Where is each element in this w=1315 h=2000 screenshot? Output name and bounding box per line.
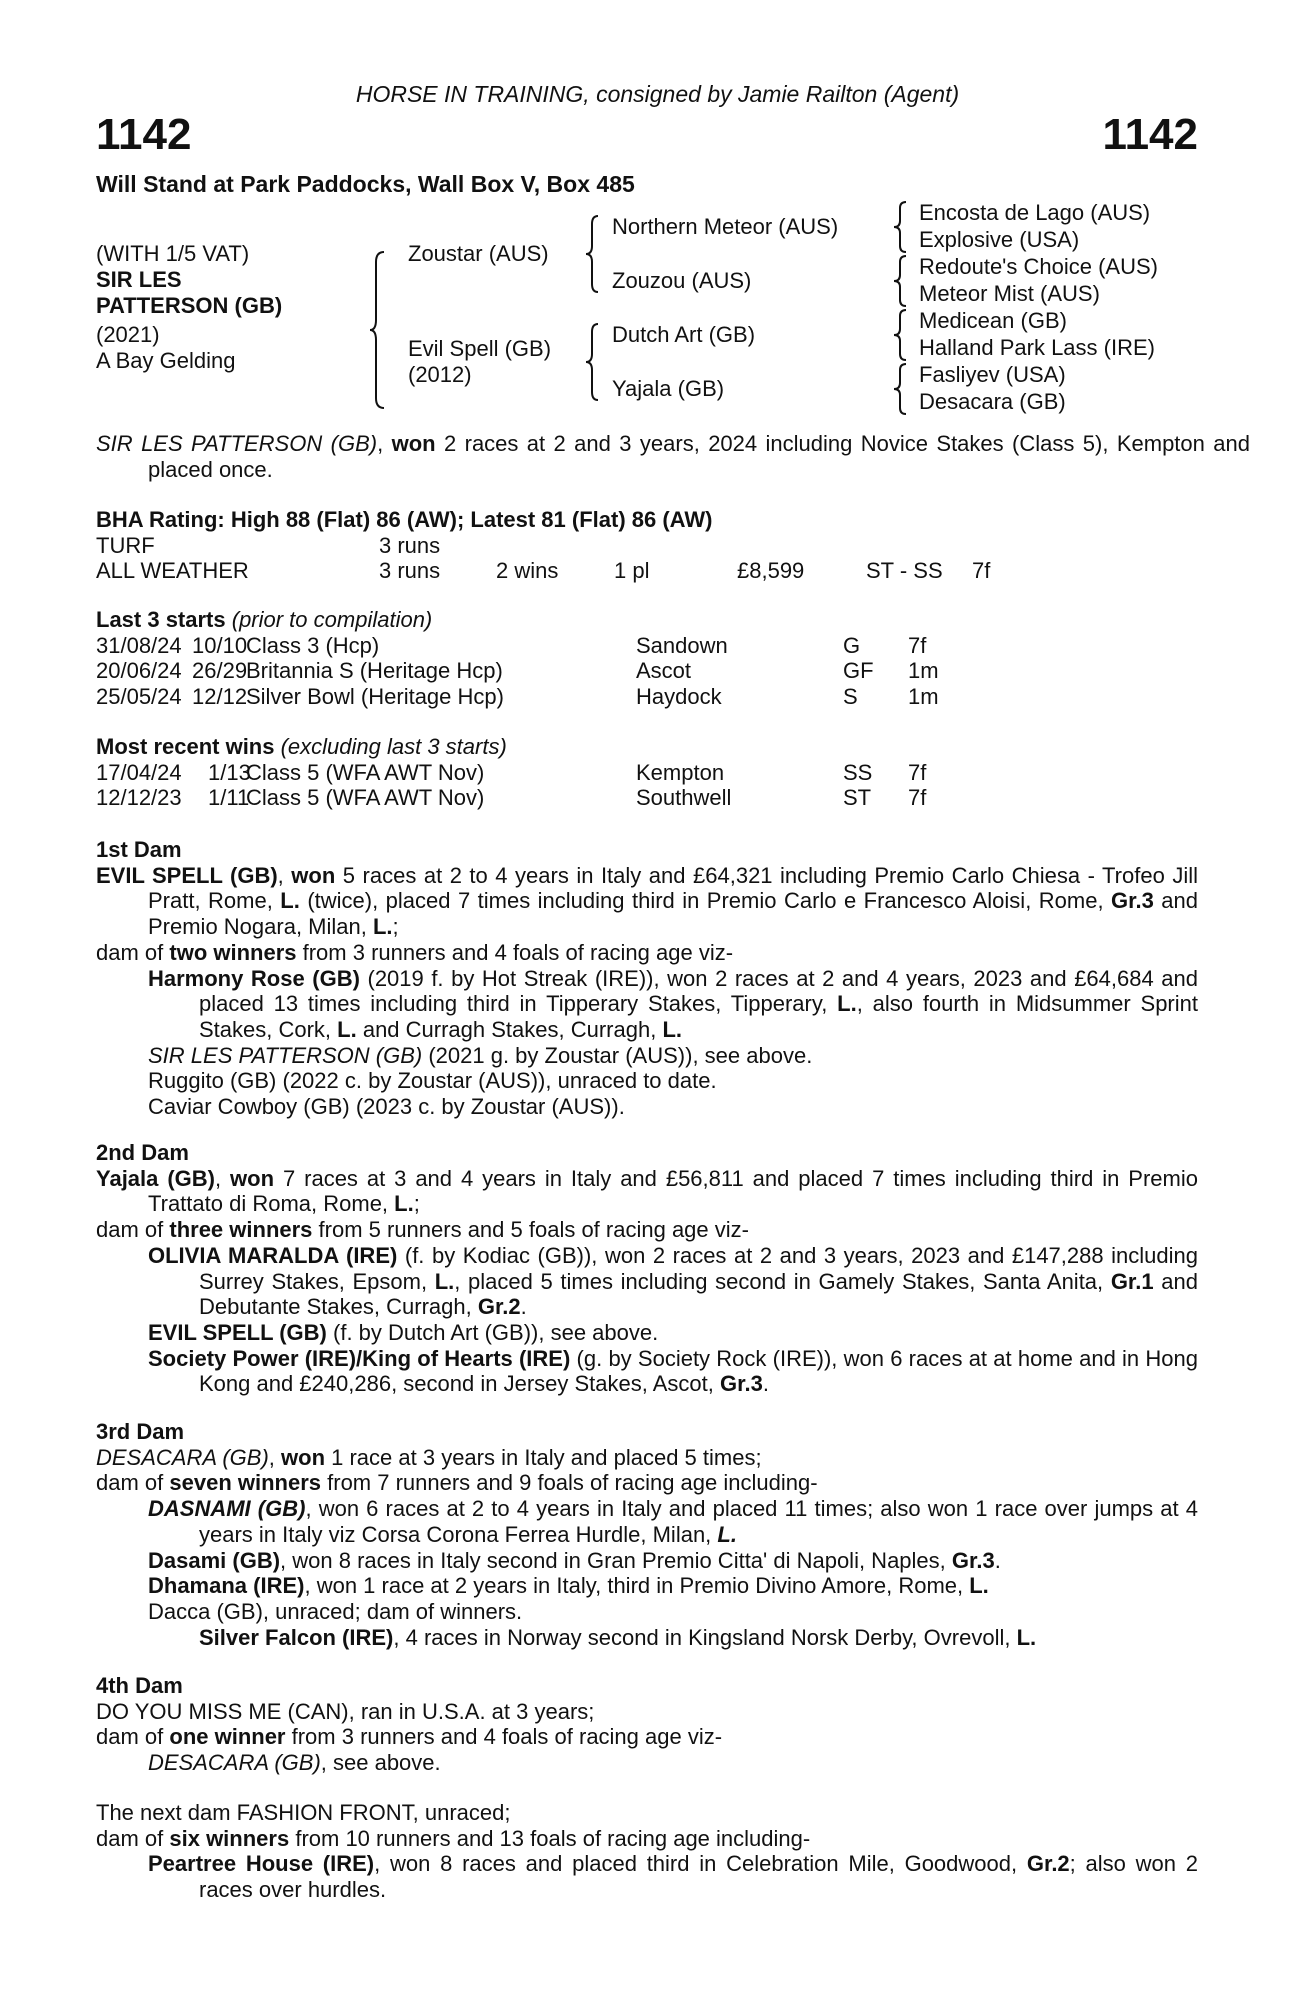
pedigree-paragraph: [96, 1750, 1198, 1776]
text-run: .: [520, 1294, 527, 1320]
text-run: , 4 races in Norway second in Kingsland Norsk Derby, Ovrevoll,: [393, 1624, 1017, 1650]
text-run: L.: [280, 888, 300, 914]
brace-icon: [584, 322, 604, 402]
text-run: ;: [413, 1191, 420, 1217]
start-row: [96, 633, 1198, 659]
foaling-year: (2021): [96, 322, 160, 347]
start-cell: 1m: [908, 658, 939, 684]
ancestor: Redoute's Choice (AUS): [919, 254, 1158, 279]
pedigree-paragraph: [96, 1068, 1198, 1094]
text-run: Gr.2: [477, 1294, 521, 1320]
damsire: Dutch Art (GB): [612, 322, 756, 347]
text-run: Gr.3: [951, 1547, 995, 1573]
start-cell: ST: [843, 785, 872, 811]
text-run: 1 race at 3 years in Italy and placed 5 times;: [325, 1444, 762, 1470]
text-run: EVIL SPELL (GB): [96, 862, 278, 888]
ancestor: Encosta de Lago (AUS): [919, 200, 1151, 225]
pedigree-paragraph: [96, 1826, 1198, 1852]
dam-heading: 3rd Dam: [96, 1419, 185, 1444]
text-run: L.: [1016, 1624, 1037, 1650]
start-cell: Silver Bowl (Heritage Hcp): [246, 684, 504, 710]
text-run: dam of: [96, 1724, 170, 1750]
text-run: DESACARA (GB): [96, 1444, 269, 1470]
text-run: won: [291, 862, 336, 888]
start-row: [96, 760, 1198, 786]
start-cell: Class 5 (WFA AWT Nov): [246, 785, 485, 811]
race-record-summary: [96, 431, 1250, 482]
start-cell: 7f: [908, 785, 927, 811]
text-run: OLIVIA MARALDA (IRE): [148, 1242, 398, 1268]
consignor-header: HORSE IN TRAINING, consigned by Jamie Railton (Agent): [355, 81, 960, 107]
text-run: Gr.3: [720, 1371, 763, 1397]
text-run: won: [281, 1444, 326, 1470]
text-run: ,: [214, 1165, 231, 1191]
rating-cell: 1 pl: [614, 558, 650, 584]
pedigree-paragraph: [96, 1599, 1198, 1625]
text-run: seven winners: [169, 1470, 322, 1496]
text-run: 7 races at 3 and 4 years in Italy and £56,811 and placed 7 times including third in Premio Trattato di Roma, Rome,: [148, 1165, 1198, 1217]
second-dam-section: [96, 1140, 1198, 1397]
text-run: L.: [394, 1191, 414, 1217]
start-cell: Kempton: [636, 759, 725, 785]
third-dam-section: [96, 1419, 1198, 1650]
text-run: ; also won 2 races over hurdles.: [199, 1851, 1198, 1903]
text-run: L.: [372, 914, 393, 940]
pedigree-paragraph: [96, 1548, 1198, 1574]
text-run: , see above.: [320, 1750, 441, 1776]
start-cell: 12/12/23: [96, 785, 182, 811]
brace-icon: [892, 200, 912, 254]
dam-heading: 1st Dam: [96, 837, 182, 862]
dam-year: (2012): [408, 362, 472, 387]
ancestor: Halland Park Lass (IRE): [919, 335, 1155, 360]
text-run: one winner: [169, 1724, 286, 1750]
brace-icon: [584, 214, 604, 294]
brace-icon: [892, 308, 912, 362]
first-dam-section: [96, 837, 1198, 1120]
text-run: Dacca (GB), unraced; dam of winners.: [148, 1598, 523, 1624]
horse-description: A Bay Gelding: [96, 348, 236, 373]
text-run: , won 8 races in Italy second in Gran Premio Citta' di Napoli, Naples,: [280, 1547, 952, 1573]
start-cell: Sandown: [636, 632, 728, 658]
start-cell: SS: [843, 759, 873, 785]
rating-row: [96, 533, 1198, 559]
last-3-starts-section: [96, 607, 1198, 710]
horse-name-2: PATTERSON (GB): [96, 293, 283, 318]
text-run: and Debutante Stakes, Curragh,: [199, 1268, 1198, 1320]
start-cell: 25/05/24: [96, 684, 182, 710]
text-run: ,: [377, 431, 392, 456]
text-run: Peartree House (IRE): [148, 1851, 375, 1877]
text-run: , won 8 races and placed third in Celebration Mile, Goodwood,: [374, 1851, 1027, 1877]
text-run: dam of: [96, 939, 170, 965]
text-run: , also fourth in Midsummer Sprint Stakes, Cork,: [199, 991, 1198, 1042]
text-run: Dhamana (IRE): [148, 1573, 305, 1599]
rating-cell: £8,599: [737, 558, 805, 584]
start-cell: GF: [843, 658, 874, 684]
text-run: Gr.3: [1111, 888, 1154, 914]
dam-heading: 4th Dam: [96, 1673, 183, 1698]
text-run: Caviar Cowboy (GB) (2023 c. by Zoustar (AUS)).: [148, 1094, 625, 1120]
start-cell: Class 3 (Hcp): [246, 632, 380, 658]
text-run: .: [762, 1371, 769, 1397]
text-run: (g. by Society Rock (IRE)), won 6 races at at home and in Hong Kong and £240,286, second in Jersey Stakes, Ascot,: [199, 1345, 1198, 1397]
text-run: and Curragh Stakes, Curragh,: [356, 1016, 663, 1042]
text-run: 5 races at 2 to 4 years in Italy and £64,321 including Premio Carlo Chiesa - Trofeo Jill Pratt, Rome,: [148, 862, 1198, 914]
text-run: two winners: [169, 939, 297, 965]
lot-number-left: 1142: [96, 110, 192, 159]
start-cell: G: [843, 632, 861, 658]
text-run: (f. by Dutch Art (GB)), see above.: [326, 1319, 659, 1345]
text-run: , won 1 race at 2 years in Italy, third in Premio Divino Amore, Rome,: [304, 1573, 970, 1599]
next-dam-section: [96, 1800, 1198, 1903]
text-run: Gr.1: [1110, 1268, 1154, 1294]
sire: Zoustar (AUS): [408, 241, 549, 266]
text-run: DO YOU MISS ME (CAN), ran in U.S.A. at 3 years;: [96, 1698, 595, 1724]
pedigree-paragraph: [96, 1724, 1198, 1750]
ancestor: Meteor Mist (AUS): [919, 281, 1100, 306]
pedigree-paragraph: [96, 1496, 1198, 1547]
text-run: won: [391, 431, 436, 456]
start-cell: S: [843, 684, 858, 710]
text-run: (f. by Kodiac (GB)), won 2 races at 2 and 3 years, 2023 and £147,288 including Surrey Stakes, Epsom,: [199, 1242, 1198, 1294]
start-cell: Southwell: [636, 785, 732, 811]
ancestor: Medicean (GB): [919, 308, 1067, 333]
start-cell: Britannia S (Heritage Hcp): [246, 658, 503, 684]
text-run: L.: [969, 1573, 989, 1599]
text-run: Harmony Rose (GB): [148, 965, 360, 991]
grandsire: Northern Meteor (AUS): [612, 214, 839, 239]
text-run: Dasami (GB): [148, 1547, 281, 1573]
rating-cell: 3 runs: [379, 532, 441, 558]
text-run: EVIL SPELL (GB): [148, 1319, 327, 1345]
text-run: from 3 runners and 4 foals of racing age viz-: [285, 1724, 723, 1750]
text-run: Silver Falcon (IRE): [199, 1624, 394, 1650]
text-run: 2 races at 2 and 3 years, 2024 including Novice Stakes (Class 5), Kempton and placed once.: [148, 431, 1250, 482]
rating-cell: 2 wins: [496, 558, 559, 584]
bha-rating-title: BHA Rating: High 88 (Flat) 86 (AW); Latest 81 (Flat) 86 (AW): [96, 507, 713, 532]
text-run: , won 6 races at 2 to 4 years in Italy and placed 11 times; also won 1 race over jumps at 4 years in Italy viz Corsa Corona Ferrea Hurdle, Milan,: [199, 1496, 1198, 1547]
pedigree-paragraph: [96, 966, 1198, 1043]
brace-icon: [892, 362, 912, 416]
pedigree-paragraph: [96, 1625, 1198, 1651]
rating-cell: ST - SS: [866, 558, 943, 584]
start-cell: 7f: [908, 632, 927, 658]
start-cell: 12/12: [192, 684, 248, 710]
text-run: L.: [662, 1016, 682, 1042]
text-run: SIR LES PATTERSON (GB): [96, 431, 378, 456]
text-run: ,: [268, 1444, 282, 1470]
text-run: dam of: [96, 1217, 170, 1243]
text-run: Gr.2: [1026, 1851, 1070, 1877]
dam: Evil Spell (GB): [408, 336, 552, 361]
section-title: Most recent wins: [96, 734, 275, 759]
text-run: DASNAMI (GB): [148, 1496, 306, 1522]
second-dam: Yajala (GB): [612, 376, 725, 401]
start-cell: 1/11: [208, 785, 250, 811]
section-title: Last 3 starts: [96, 607, 226, 632]
rating-cell: ALL WEATHER: [96, 558, 249, 584]
pedigree-paragraph: [96, 863, 1198, 940]
text-run: DESACARA (GB): [148, 1750, 321, 1776]
ancestor: Desacara (GB): [919, 389, 1066, 414]
start-cell: Class 5 (WFA AWT Nov): [246, 759, 485, 785]
bha-rating-section: [96, 507, 1198, 584]
brace-icon: [892, 254, 912, 308]
ancestor: Explosive (USA): [919, 227, 1080, 252]
text-run: , placed 5 times including second in Gamely Stakes, Santa Anita,: [454, 1268, 1111, 1294]
vat-note: (WITH 1/5 VAT): [96, 241, 250, 266]
start-cell: 31/08/24: [96, 632, 182, 658]
text-run: from 7 runners and 9 foals of racing age including-: [321, 1470, 818, 1496]
ancestor: Fasliyev (USA): [919, 362, 1066, 387]
horse-name: SIR LES: [96, 267, 182, 292]
pedigree-paragraph: [96, 1851, 1198, 1902]
pedigree-paragraph: [96, 1166, 1198, 1217]
text-run: Ruggito (GB) (2022 c. by Zoustar (AUS)), unraced to date.: [148, 1068, 717, 1094]
pedigree-paragraph: [96, 1346, 1198, 1397]
section-subtitle: (excluding last 3 starts): [274, 734, 507, 759]
text-run: dam of: [96, 1825, 170, 1851]
brace-icon: [368, 250, 392, 410]
start-cell: 10/10: [192, 632, 248, 658]
start-cell: Haydock: [636, 684, 722, 710]
granddam: Zouzou (AUS): [612, 268, 752, 293]
stand-location: Will Stand at Park Paddocks, Wall Box V, Box 485: [96, 171, 635, 197]
text-run: ;: [392, 914, 399, 940]
text-run: three winners: [169, 1217, 313, 1243]
text-run: won: [230, 1165, 275, 1191]
rating-row: [96, 558, 1198, 584]
text-run: Society Power (IRE)/King of Hearts (IRE): [148, 1345, 571, 1371]
text-run: L.: [837, 991, 857, 1017]
lot-number-right: 1142: [1102, 110, 1198, 159]
text-run: and Premio Nogara, Milan,: [148, 888, 1199, 940]
text-run: from 3 runners and 4 foals of racing age viz-: [296, 939, 734, 965]
text-run: (twice), placed 7 times including third in Premio Carlo e Francesco Aloisi, Rome,: [299, 888, 1112, 914]
text-run: dam of: [96, 1470, 170, 1496]
text-run: from 10 runners and 13 foals of racing age including-: [289, 1825, 811, 1851]
rating-cell: 7f: [972, 558, 991, 584]
pedigree-paragraph: [96, 1217, 1198, 1243]
text-run: L.: [434, 1268, 455, 1294]
start-cell: Ascot: [636, 658, 692, 684]
pedigree-paragraph: [96, 1445, 1198, 1471]
text-run: L.: [337, 1016, 357, 1042]
section-subtitle: (prior to compilation): [225, 607, 433, 632]
start-cell: 1m: [908, 684, 939, 710]
text-run: (2021 g. by Zoustar (AUS)), see above.: [422, 1042, 813, 1068]
recent-wins-section: [96, 734, 1198, 811]
pedigree-paragraph: [96, 1043, 1198, 1069]
pedigree-paragraph: [96, 1470, 1198, 1496]
pedigree-paragraph: [96, 1320, 1198, 1346]
text-run: (2019 f. by Hot Streak (IRE)), won 2 races at 2 and 4 years, 2023 and £64,684 and placed 13 times including third in Tipperary Stakes, Tipperary,: [199, 965, 1198, 1017]
start-cell: 1/13: [208, 759, 251, 785]
rating-cell: 3 runs: [379, 558, 441, 584]
text-run: SIR LES PATTERSON (GB): [148, 1042, 423, 1068]
text-run: L.: [717, 1521, 737, 1547]
pedigree-paragraph: [96, 1094, 1198, 1120]
start-cell: 26/29: [192, 658, 248, 684]
fourth-dam-section: [96, 1673, 1198, 1776]
pedigree-paragraph: [96, 1573, 1198, 1599]
text-run: The next dam FASHION FRONT, unraced;: [96, 1800, 511, 1825]
text-run: six winners: [169, 1825, 290, 1851]
text-run: ,: [277, 862, 292, 888]
text-run: from 5 runners and 5 foals of racing age viz-: [312, 1217, 749, 1243]
start-row: [96, 785, 1198, 811]
rating-cell: TURF: [96, 532, 155, 558]
start-cell: 7f: [908, 759, 927, 785]
start-row: [96, 684, 1198, 710]
dam-heading: 2nd Dam: [96, 1140, 189, 1165]
pedigree-paragraph: [96, 940, 1198, 966]
start-cell: 20/06/24: [96, 658, 182, 684]
text-run: Yajala (GB): [96, 1165, 215, 1191]
text-run: .: [994, 1547, 1001, 1573]
pedigree-paragraph: [96, 1699, 1198, 1725]
start-row: [96, 658, 1198, 684]
pedigree-paragraph: [96, 1800, 1198, 1826]
pedigree-paragraph: [96, 1243, 1198, 1320]
start-cell: 17/04/24: [96, 759, 182, 785]
